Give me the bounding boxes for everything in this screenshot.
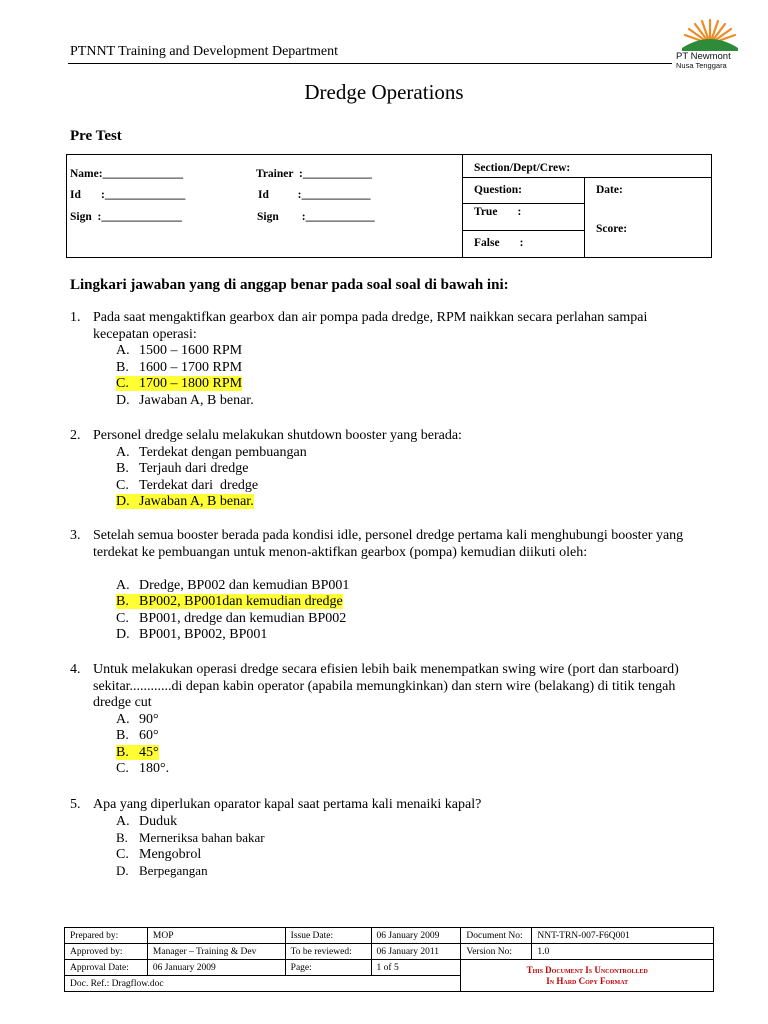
- question-text: Apa yang diperlukan oparator kapal saat pertama kali menaiki kapal?: [93, 797, 482, 812]
- question-number: 1.: [70, 310, 81, 325]
- header-rule: [68, 63, 672, 64]
- question-number: 4.: [70, 662, 81, 677]
- answer-option[interactable]: C. Mengobrol: [116, 846, 202, 862]
- answer-option[interactable]: B. 1600 – 1700 RPM: [116, 359, 243, 375]
- answer-option[interactable]: A. Dredge, BP002 dan kemudian BP001: [116, 577, 350, 593]
- prepared-by-value: MOP: [147, 928, 285, 944]
- logo-company-subtitle: Nusa Tenggara: [676, 61, 727, 70]
- question-text: Personel dredge selalu melakukan shutdown booster yang berada:: [93, 428, 462, 443]
- answer-option[interactable]: D. Berpegangan: [116, 863, 208, 878]
- answer-option[interactable]: A. Terdekat dengan pembuangan: [116, 444, 307, 460]
- document-no-label: Document No:: [461, 928, 532, 944]
- answer-option[interactable]: A. Duduk: [116, 813, 178, 829]
- question-number: 3.: [70, 528, 81, 543]
- uncontrolled-copy-warning: This Document Is Uncontrolled In Hard Copy Format: [461, 960, 714, 992]
- answer-option[interactable]: C. 180°.: [116, 761, 170, 776]
- logo-company-name: PT Newmont: [676, 51, 731, 62]
- question-label: Question:: [474, 184, 522, 196]
- answer-option-highlighted[interactable]: C. 1700 – 1800 RPM: [116, 376, 243, 391]
- section-heading: Pre Test: [70, 128, 122, 144]
- score-label: Score:: [596, 223, 628, 235]
- instruction-text: Lingkari jawaban yang di anggap benar pada soal soal di bawah ini:: [70, 277, 509, 293]
- answer-option[interactable]: D. Jawaban A, B benar.: [116, 392, 254, 408]
- answer-option-highlighted[interactable]: B. 45°: [116, 744, 159, 760]
- answer-option[interactable]: A. 90°: [116, 711, 159, 727]
- answer-option[interactable]: D. BP001, BP002, BP001: [116, 627, 268, 642]
- issue-date-label: Issue Date:: [285, 928, 371, 944]
- document-control-table: [64, 927, 714, 992]
- approval-date-label: Approval Date:: [65, 960, 148, 976]
- answer-option-highlighted[interactable]: D. Jawaban A, B benar.: [116, 494, 254, 509]
- true-label: True :: [474, 206, 522, 218]
- document-title: Dredge Operations: [304, 80, 464, 104]
- info-divider: [462, 203, 584, 204]
- question-number: 5.: [70, 797, 81, 812]
- false-label: False :: [474, 237, 524, 249]
- answer-option-highlighted[interactable]: B. BP002, BP001dan kemudian dredge: [116, 594, 343, 609]
- to-be-reviewed-value: 06 January 2011: [371, 944, 461, 960]
- prepared-by-label: Prepared by:: [65, 928, 148, 944]
- to-be-reviewed-label: To be reviewed:: [285, 944, 371, 960]
- approved-by-value: Manager – Training & Dev: [147, 944, 285, 960]
- question-text: Untuk melakukan operasi dredge secara efisien lebih baik menempatkan swing wire (port dan starboard) sekitar............di depan kabin operator (apabila memungkinkan) dan stern wire (belakang) di titik tengah dredge cut: [93, 662, 679, 710]
- document-no-value: NNT-TRN-007-F6Q001: [532, 928, 714, 944]
- issue-date-value: 06 January 2009: [371, 928, 461, 944]
- name-field[interactable]: Name:______________: [70, 168, 184, 180]
- section-dept-crew-label: Section/Dept/Crew:: [474, 162, 571, 174]
- date-label: Date:: [596, 184, 623, 196]
- version-no-label: Version No:: [461, 944, 532, 960]
- approval-date-value: 06 January 2009: [147, 960, 285, 976]
- version-no-value: 1.0: [532, 944, 714, 960]
- answer-option[interactable]: B. 60°: [116, 728, 159, 743]
- info-divider: [584, 177, 585, 258]
- trainer-id-field[interactable]: Id :____________: [258, 189, 371, 201]
- trainer-sign-field[interactable]: Sign :____________: [257, 211, 375, 223]
- info-divider: [462, 177, 712, 178]
- page-label: Page:: [285, 960, 371, 976]
- id-field[interactable]: Id :______________: [70, 189, 186, 201]
- approved-by-label: Approved by:: [65, 944, 148, 960]
- answer-option[interactable]: C. Terdekat dari dredge: [116, 477, 259, 493]
- doc-ref: Doc. Ref.: Dragflow.doc: [65, 976, 461, 992]
- question-text: Setelah semua booster berada pada kondisi idle, personel dredge pertama kali menghubungi booster yang terdekat ke pembuangan untuk menon-aktifkan gearbox (pompa) kemudian diikuti oleh:: [93, 528, 684, 560]
- sign-field[interactable]: Sign :______________: [70, 211, 182, 223]
- answer-option[interactable]: B. Terjauh dari dredge: [116, 461, 249, 476]
- question-text: Pada saat mengaktifkan gearbox dan air pompa pada dredge, RPM naikkan secara perlahan sampai kecepatan operasi:: [93, 310, 648, 342]
- answer-option[interactable]: A. 1500 – 1600 RPM: [116, 343, 243, 358]
- info-divider: [462, 230, 584, 231]
- question-number: 2.: [70, 428, 81, 443]
- trainer-field[interactable]: Trainer :____________: [256, 168, 372, 180]
- answer-option[interactable]: B. Merneriksa bahan bakar: [116, 830, 265, 845]
- info-divider: [462, 154, 463, 258]
- answer-option[interactable]: C. BP001, dredge dan kemudian BP002: [116, 610, 347, 626]
- header-department: PTNNT Training and Development Department: [70, 44, 339, 59]
- page-value: 1 of 5: [371, 960, 461, 976]
